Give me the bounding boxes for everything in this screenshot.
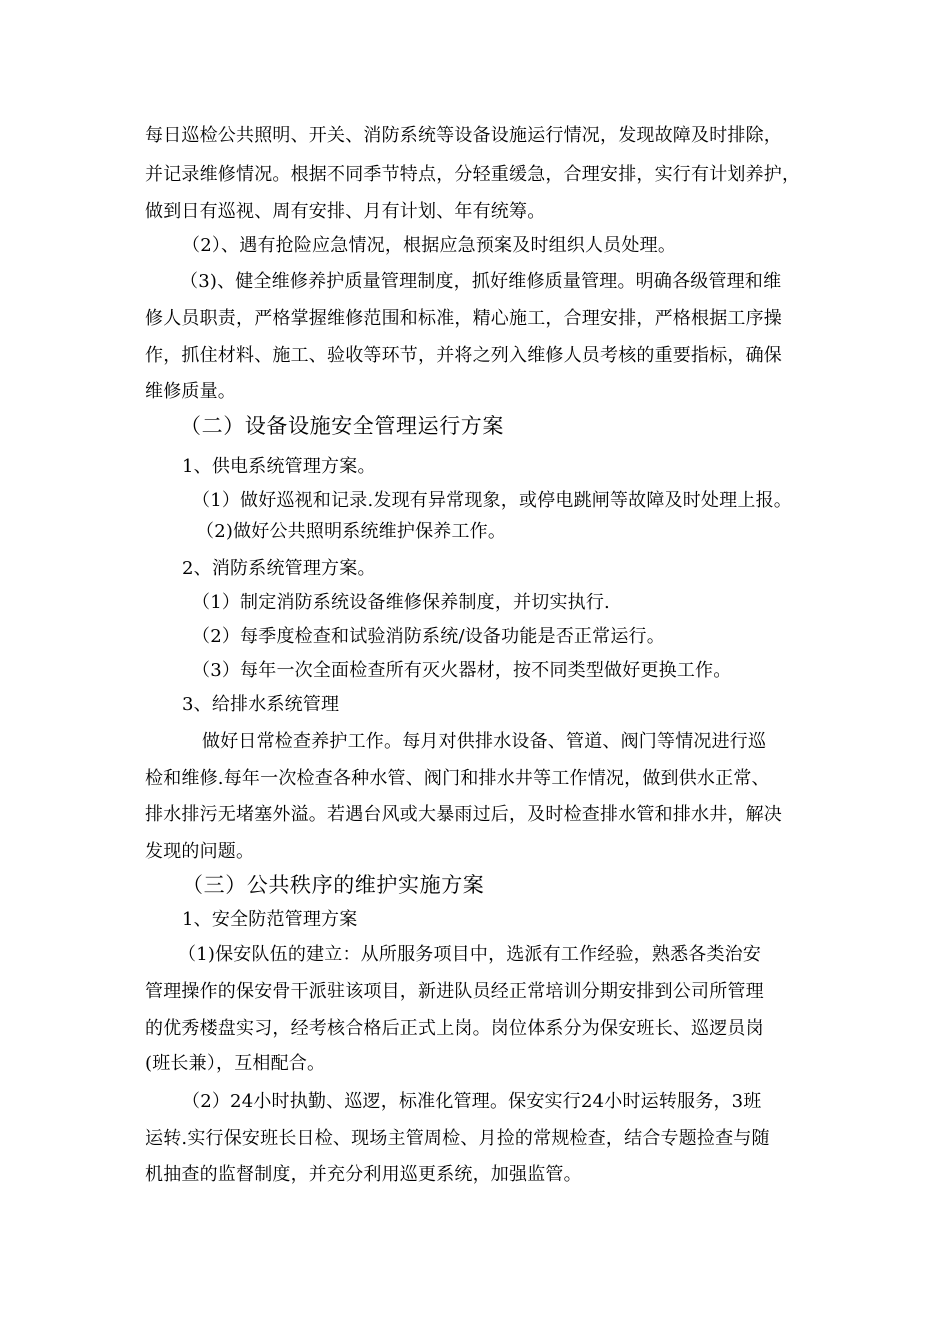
- paragraph-line: （3)、健全维修养护质量管理制度，抓好维修质量管理。明确各级管理和维: [180, 271, 782, 292]
- paragraph-line: 管理操作的保安骨干派驻该项目，新进队员经正常培训分期安排到公司所管理: [145, 981, 764, 1002]
- paragraph-line: 并记录维修情况。根据不同季节特点，分轻重缓急，合理安排，实行有计划养护，: [145, 164, 801, 185]
- paragraph-line: 作，抓住材料、施工、验收等环节，并将之列入维修人员考核的重要指标，确保: [145, 345, 782, 366]
- paragraph-line: 机抽查的监督制度，并充分利用巡更系统，加强监管。: [145, 1164, 582, 1185]
- list-item: （2)做好公共照明系统维护保养工作。: [196, 521, 507, 542]
- paragraph-line: 修人员职责，严格掌握维修范围和标准，精心施工，合理安排，严格根据工序操: [145, 308, 782, 329]
- list-item: （3）每年一次全面检查所有灭火器材，按不同类型做好更换工作。: [192, 660, 732, 681]
- list-item: （1）制定消防系统设备维修保养制度，并切实执行.: [192, 592, 610, 613]
- paragraph-line: 发现的问题。: [145, 841, 255, 862]
- section-heading: （二）设备设施安全管理运行方案: [180, 414, 504, 438]
- paragraph-line: 排水排污无堵塞外溢。若遇台风或大暴雨过后，及时检查排水管和排水井，解决: [145, 804, 782, 825]
- paragraph-line: 做到日有巡视、周有安排、月有计划、年有统筹。: [145, 201, 546, 222]
- paragraph-line: 每日巡检公共照明、开关、消防系统等设备设施运行情况，发现故障及时排除，: [145, 125, 782, 146]
- section-heading: （三）公共秩序的维护实施方案: [182, 873, 485, 897]
- paragraph-line: (班长兼），互相配合。: [145, 1053, 326, 1074]
- list-item: （2）每季度检查和试验消防系统/设备功能是否正常运行。: [192, 626, 665, 647]
- paragraph-line: 的优秀楼盘实习，经考核合格后正式上岗。岗位体系分为保安班长、巡逻员岗: [145, 1018, 764, 1039]
- paragraph-line: 维修质量。: [145, 381, 236, 402]
- paragraph-line: 检和维修.每年一次检查各种水管、阀门和排水井等工作情况，做到供水正常、: [145, 768, 770, 789]
- list-item: （1）做好巡视和记录.发现有异常现象，或停电跳闸等故障及时处理上报。: [192, 490, 792, 511]
- subsection-title: 1、供电系统管理方案。: [182, 456, 376, 477]
- paragraph-line: 做好日常检查养护工作。每月对供排水设备、管道、阀门等情况进行巡: [202, 731, 767, 752]
- subsection-title: 3、给排水系统管理: [182, 694, 340, 715]
- subsection-title: 2、消防系统管理方案。: [182, 558, 376, 579]
- subsection-title: 1、安全防范管理方案: [182, 909, 358, 930]
- list-item: （2）、遇有抢险应急情况，根据应急预案及时组织人员处理。: [182, 235, 677, 256]
- paragraph-line: （2）24小时执勤、巡逻，标准化管理。保安实行24小时运转服务，3班: [182, 1091, 762, 1112]
- paragraph-line: 运转.实行保安班长日检、现场主管周检、月捡的常规检查，结合专题捡查与随: [145, 1128, 770, 1149]
- paragraph-line: （1)保安队伍的建立：从所服务项目中，选派有工作经验，熟悉各类治安: [178, 944, 762, 965]
